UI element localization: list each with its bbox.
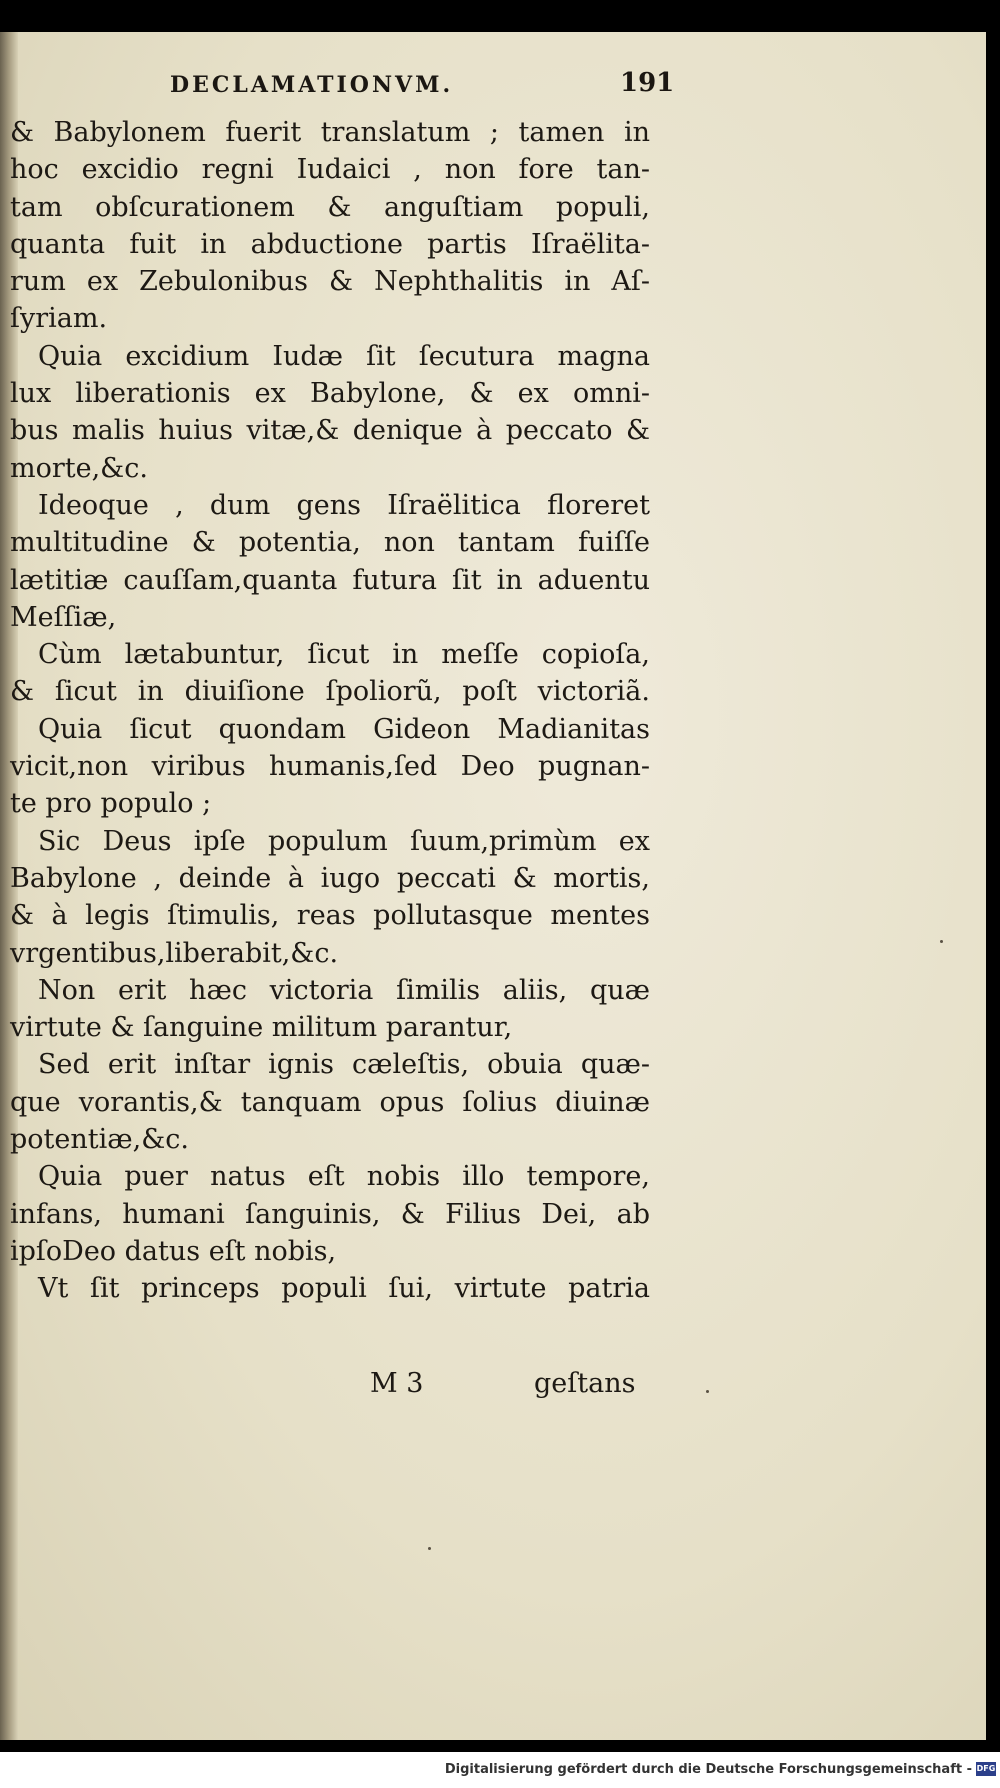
text-line: vicit,non viribus humanis,ſed Deo pugnan-	[10, 751, 650, 783]
text-line: que vorantis,& tanquam opus ſolius diuinæ	[10, 1086, 650, 1118]
text-line: hoc excidio regni Iudaici , non fore tan-	[10, 154, 650, 186]
catchword: geſtans	[534, 1368, 636, 1399]
text-line: rum ex Zebulonibus & Nephthalitis in Aſ-	[10, 266, 650, 298]
footer-credit: Digitalisierung gefördert durch die Deutsche Forschungsgemeinschaft -	[444, 1762, 972, 1777]
text-line: multitudine & potentia, non tantam fuiſſe	[10, 527, 650, 559]
text-line: Non erit hæc victoria ſimilis aliis, quæ	[38, 974, 650, 1006]
text-line: Vt ſit princeps populi ſui, virtute patria	[38, 1273, 650, 1305]
text-line: vrgentibus,liberabit,&c.	[10, 937, 339, 969]
text-line: potentiæ,&c.	[10, 1124, 189, 1156]
text-line: Cùm lætabuntur, ſicut in meſſe copioſa,	[38, 639, 650, 671]
running-head: DECLAMATIONVM.	[170, 72, 454, 98]
text-line: quanta fuit in abductione partis Iſraëlita-	[10, 228, 650, 260]
text-line: Sic Deus ipſe populum ſuum,primùm ex	[38, 825, 650, 857]
text-line: bus malis huius vitæ,& denique à peccato &	[10, 415, 650, 447]
text-line: Babylone , deinde à iugo peccati & mortis,	[10, 862, 650, 894]
paper-speck	[706, 1390, 709, 1393]
text-line: ipſoDeo datus eſt nobis,	[10, 1235, 337, 1267]
text-line: & ſicut in diuiſione ſpoliorũ, poſt victoriã.	[10, 676, 650, 708]
text-line: Ideoque , dum gens Iſraëlitica floreret	[38, 489, 650, 521]
text-line: & à legis ſtimulis, reas pollutasque mentes	[10, 900, 650, 932]
text-line: Quia puer natus eſt nobis illo tempore,	[38, 1161, 650, 1193]
text-line: infans, humani ſanguinis, & Filius Dei, ab	[10, 1198, 650, 1230]
paper-speck	[940, 940, 943, 943]
text-line: Quia excidium Iudæ ſit ſecutura magna	[38, 340, 650, 372]
paper-speck	[428, 1547, 431, 1550]
footer-bar	[0, 1752, 1000, 1788]
text-line: Quia ſicut quondam Gideon Madianitas	[38, 713, 650, 745]
text-line: morte,&c.	[10, 452, 148, 484]
text-line: virtute & ſanguine militum parantur,	[10, 1012, 513, 1044]
text-line: Meſſiæ,	[10, 601, 117, 633]
text-line: te pro populo ;	[10, 788, 212, 820]
text-line: Sed erit inſtar ignis cæleſtis, obuia quæ-	[38, 1049, 650, 1081]
text-line: ſyriam.	[10, 303, 108, 335]
text-line: lux liberationis ex Babylone, & ex omni-	[10, 378, 650, 410]
book-page	[0, 32, 986, 1740]
text-line: & Babylonem fuerit translatum ; tamen in	[10, 117, 650, 148]
signature-mark: M 3	[370, 1368, 424, 1399]
dfg-logo-icon: DFG	[976, 1762, 996, 1776]
text-line: tam obſcurationem & anguſtiam populi,	[10, 191, 650, 223]
body-text	[10, 114, 650, 1308]
text-line: lætitiæ cauſſam,quanta futura ſit in aduentu	[10, 564, 650, 596]
page-number: 191	[620, 68, 675, 98]
